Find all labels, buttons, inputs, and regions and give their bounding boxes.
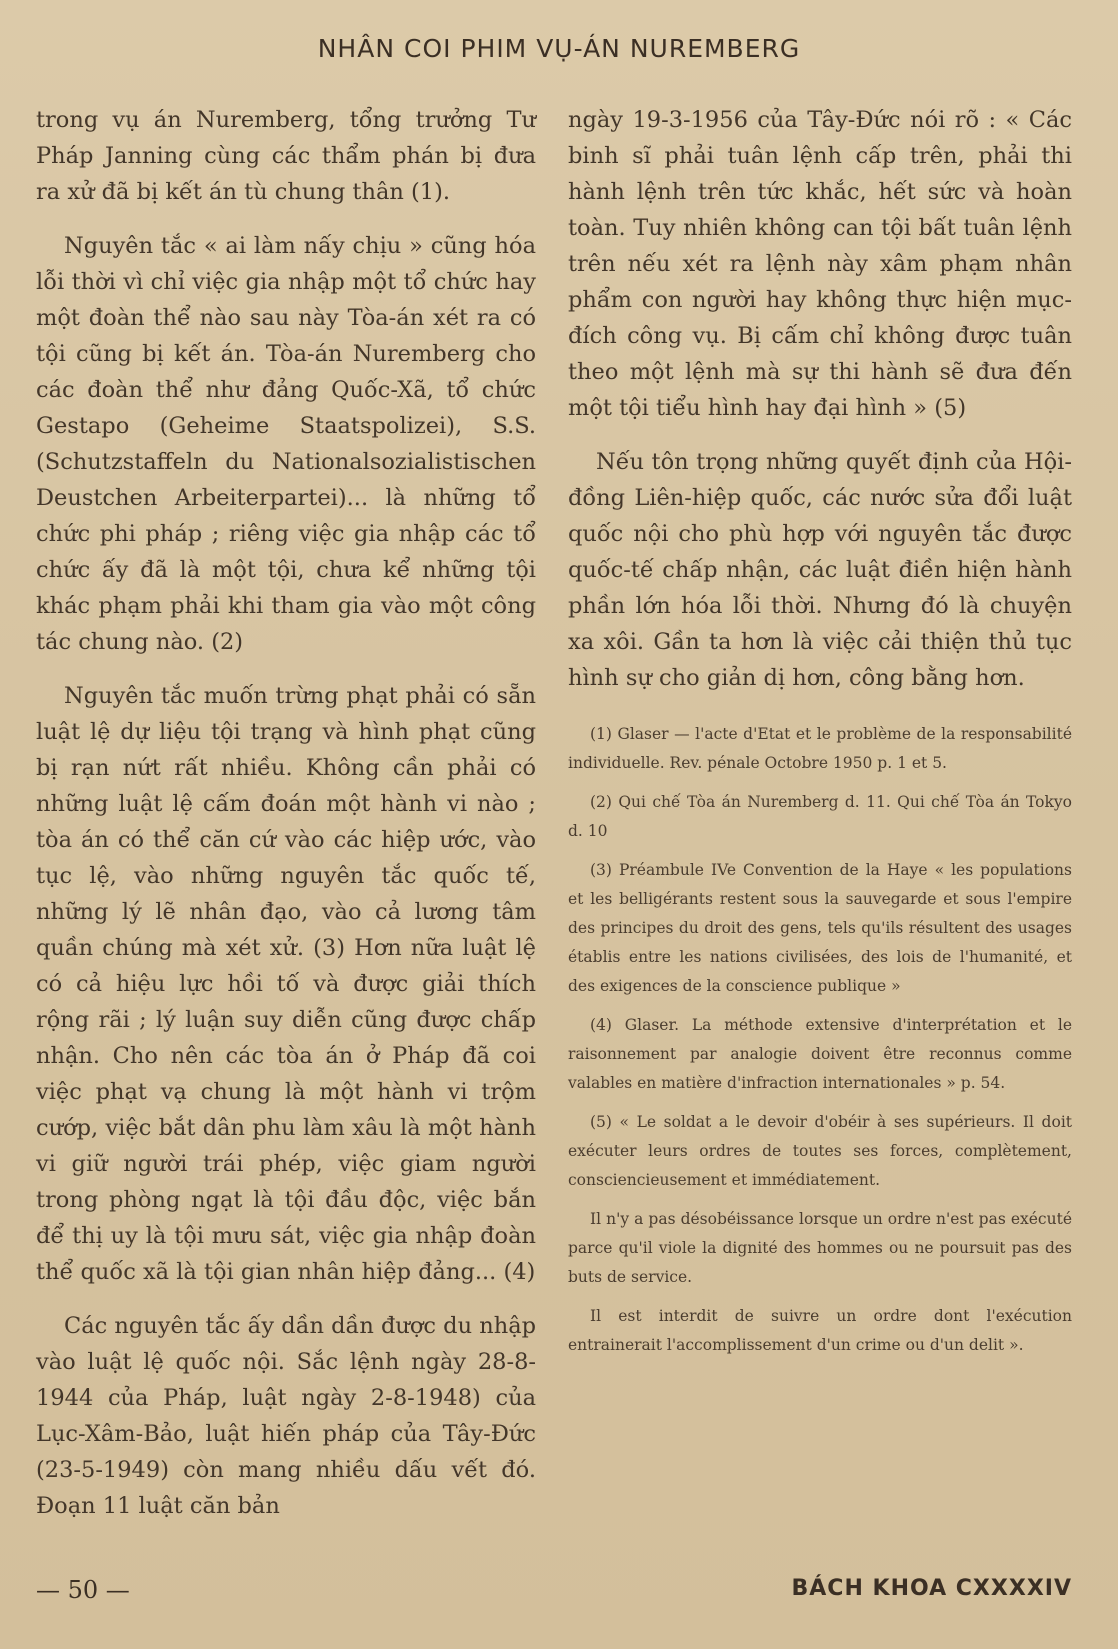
magazine-issue: BÁCH KHOA CXXXXIV xyxy=(791,1576,1072,1601)
footnotes xyxy=(568,720,1072,1360)
page-number: — 50 — xyxy=(36,1576,130,1604)
right-paragraph-1: ngày 19-3-1956 của Tây-Đức nói rõ : « Các binh sĩ phải tuân lệnh cấp trên, phải thi hành lệnh trên tức khắc, hết sức và hoàn toàn. Tuy nhiên không can tội bất tuân lệnh trên nếu xét ra lệnh này xâm phạm nhân phẩm con người hay không thực hiện mục-đích công vụ. Bị cấm chỉ không được tuân theo một lệnh mà sự thi hành sẽ đưa đến một tội tiểu hình hay đại hình » (5) xyxy=(568,107,1072,421)
right-paragraph-2: Nếu tôn trọng những quyết định của Hội-đồng Liên-hiệp quốc, các nước sửa đổi luật quốc nội cho phù hợp với nguyên tắc được quốc-tế chấp nhận, các luật điền hiện hành phần lớn hóa lỗi thời. Nhưng đó là chuyện xa xôi. Gần ta hơn là việc cải thiện thủ tục hình sự cho giản dị hơn, công bằng hơn. xyxy=(568,449,1072,691)
footnote-5-continued-1: Il n'y a pas désobéissance lorsque un ordre n'est pas exécuté parce qu'il viole la dignité des hommes ou ne poursuit pas des buts de service. xyxy=(568,1210,1072,1286)
left-paragraph-1: trong vụ án Nuremberg, tổng trưởng Tư Pháp Janning cùng các thẩm phán bị đưa ra xử đã bị kết án tù chung thân (1). xyxy=(36,107,536,205)
left-paragraph-2: Nguyên tắc « ai làm nấy chịu » cũng hóa lỗi thời vì chỉ việc gia nhập một tổ chức hay một đoàn thể nào sau này Tòa-án xét ra có tội cũng bị kết án. Tòa-án Nuremberg cho các đoàn thể như đảng Quốc-Xã, tổ chức Gestapo (Geheime Staatspolizei), S.S. (Schutzstaffeln du Nationalsozialistischen Deustchen Arbeiterpartei)... là những tổ chức phi pháp ; riêng việc gia nhập các tổ chức ấy đã là một tội, chưa kể những tội khác phạm phải khi tham gia vào một công tác chung nào. (2) xyxy=(36,233,536,655)
footnote-3: (3) Préambule IVe Convention de la Haye « les populations et les belligérants restent sous la sauvegarde et sous l'empire des principes du droit des gens, tels qu'ils résultent des usages établis entre les nations civilisées, des lois de l'humanité, et des exigences de la conscience publique » xyxy=(568,861,1072,995)
footnote-1: (1) Glaser — l'acte d'Etat et le problème de la responsabilité individuelle. Rev. pénale Octobre 1950 p. 1 et 5. xyxy=(568,725,1072,772)
right-column xyxy=(568,102,1072,1370)
footnote-2: (2) Qui chế Tòa án Nuremberg d. 11. Qui chế Tòa án Tokyo d. 10 xyxy=(568,793,1072,840)
footnote-4: (4) Glaser. La méthode extensive d'interprétation et le raisonnement par analogie doivent être reconnus comme valables en matière d'infraction internationales » p. 54. xyxy=(568,1016,1072,1092)
left-paragraph-4: Các nguyên tắc ấy dần dần được du nhập vào luật lệ quốc nội. Sắc lệnh ngày 28-8-1944 của Pháp, luật ngày 2-8-1948) của Lục-Xâm-Bảo, luật hiến pháp của Tây-Đức (23-5-1949) còn mang nhiều dấu vết đó. Đoạn 11 luật căn bản xyxy=(36,1313,537,1519)
left-column xyxy=(36,102,536,1542)
footnote-5: (5) « Le soldat a le devoir d'obéir à ses supérieurs. Il doit exécuter leurs ordres de toutes ses forces, complètement, consciencieusement et immédiatement. xyxy=(568,1113,1072,1189)
left-paragraph-3: Nguyên tắc muốn trừng phạt phải có sẵn luật lệ dự liệu tội trạng và hình phạt cũng bị rạn nứt rất nhiều. Không cần phải có những luật lệ cấm đoán một hành vi nào ; tòa án có thể căn cứ vào các hiệp ước, vào tục lệ, vào những nguyên tắc quốc tế, những lý lẽ nhân đạo, vào cả lương tâm quần chúng mà xét xử. (3) Hơn nữa luật lệ có cả hiệu lực hồi tố và được giải thích rộng rãi ; lý luận suy diễn cũng được chấp nhận. Cho nên các tòa án ở Pháp đã coi việc phạt vạ chung là một hành vi trộm cướp, việc bắt dân phu làm xâu là một hành vi giữ người trái phép, việc giam người trong phòng ngạt là tội đầu độc, việc bắn để thị uy là tội mưu sát, việc gia nhập đoàn thể quốc xã là tội gian nhân hiệp đảng... (4) xyxy=(36,683,536,1285)
running-header: NHÂN COI PHIM VỤ-ÁN NUREMBERG xyxy=(317,34,801,63)
footnote-5-continued-2: Il est interdit de suivre un ordre dont l'exécution entrainerait l'accomplissement d'un crime ou d'un delit ». xyxy=(568,1307,1072,1354)
